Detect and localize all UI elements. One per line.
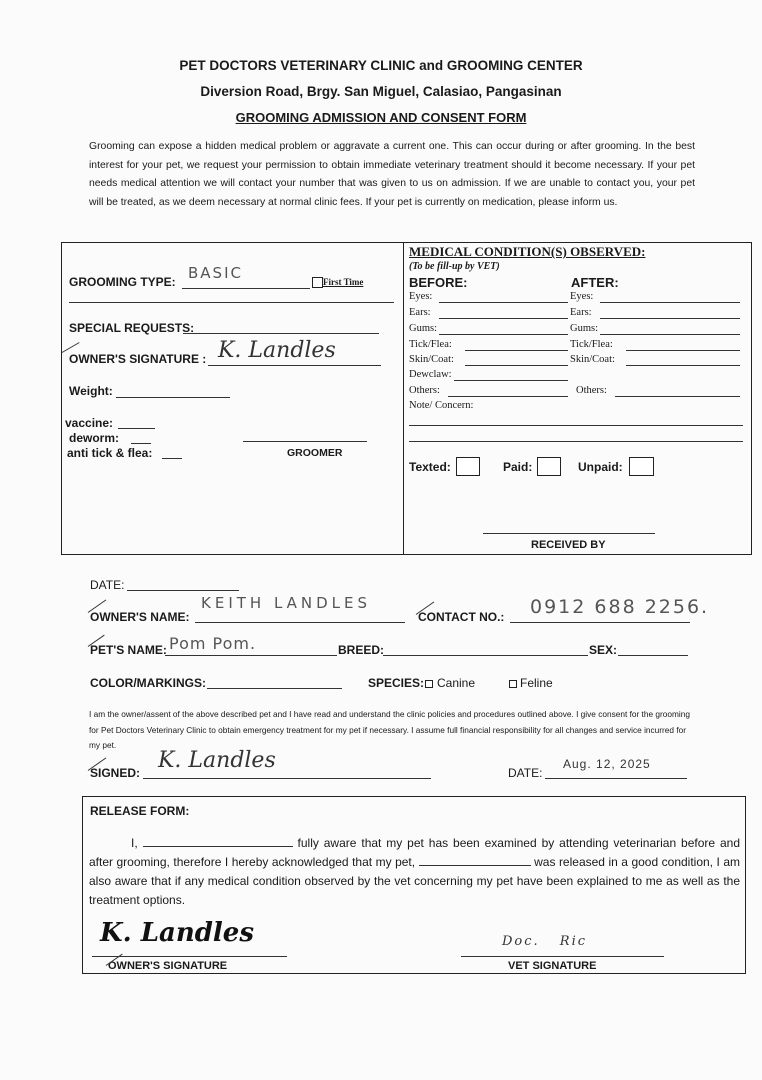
color-label: COLOR/MARKINGS: — [90, 676, 206, 690]
release-title: RELEASE FORM: — [90, 804, 190, 818]
grooming-type-value: BASIC — [188, 264, 243, 282]
release-paragraph — [89, 834, 740, 910]
after-item-line[interactable] — [626, 350, 740, 351]
before-item-label: Ears: — [409, 307, 431, 318]
consent-date-label: DATE: — [508, 766, 543, 780]
after-item-label: Tick/Flea: — [570, 339, 613, 350]
unpaid-label: Unpaid: — [578, 460, 623, 474]
grooming-type-line[interactable] — [182, 288, 310, 289]
sex-label: SEX: — [589, 643, 618, 657]
after-item-label: Skin/Coat: — [570, 354, 615, 365]
sex-line[interactable] — [618, 655, 688, 656]
signed-line[interactable] — [143, 778, 431, 779]
after-item-line[interactable] — [626, 365, 740, 366]
after-item-label: Others: — [576, 385, 607, 396]
medical-subtitle: (To be fill-up by VET) — [409, 261, 500, 272]
vet-sig-label: VET SIGNATURE — [508, 960, 597, 972]
owner-signature-value: K. Landles — [218, 338, 336, 363]
color-line[interactable] — [207, 688, 342, 689]
owner-name-value: KEITH LANDLES — [201, 594, 372, 612]
groomer-line[interactable] — [243, 441, 367, 442]
release-text-2: was released in a good condition, I am also aware that if any medical condition observed by the vet concerning my pet have been explained to me as well as the treatment options. — [89, 855, 740, 907]
signed-value: K. Landles — [158, 748, 276, 773]
note-label: Note/ Concern: — [409, 400, 474, 411]
consent-date-line[interactable] — [545, 778, 687, 779]
feline-checkbox[interactable] — [509, 680, 517, 688]
after-item-line[interactable] — [600, 302, 740, 303]
contact-line[interactable] — [510, 622, 690, 623]
first-time-checkbox[interactable] — [312, 277, 323, 288]
date-label: DATE: — [90, 578, 125, 592]
special-requests-label: SPECIAL REQUESTS: — [69, 321, 195, 335]
vaccine-label: vaccine: — [65, 416, 114, 430]
before-item-line[interactable] — [439, 318, 568, 319]
vaccine-line[interactable] — [118, 428, 155, 429]
species-label: SPECIES: — [368, 676, 425, 690]
contact-label: CONTACT NO.: — [418, 610, 505, 624]
groomer-label: GROOMER — [287, 447, 343, 459]
canine-label: Canine — [437, 676, 476, 690]
consent-paragraph: I am the owner/assent of the above described pet and I have read and understand the clinic policies and procedures outlined above. I give consent for the grooming for Pet Doctors Veterinary Clinic to obtain emergency treatment for my pet if necessary. I assume full financial responsibility for all changes and service incurred for my pet. — [89, 709, 690, 750]
clinic-name: PET DOCTORS VETERINARY CLINIC and GROOMING CENTER — [179, 58, 583, 73]
vet-sig-value: Doc. Ric — [502, 934, 588, 949]
after-item-line[interactable] — [600, 334, 740, 335]
texted-checkbox[interactable] — [456, 457, 480, 476]
intro-paragraph: Grooming can expose a hidden medical problem or aggravate a current one. This can occur during or after grooming. In the best interest for your pet, we request your permission to obtain immediate veterinary treatment should it become necessary. If your pet needs medical attention we will contact your number that was given to us on admission. If we are unable to contact you, your pet will be treated, as we deem necessary at normal clinic fees. If your pet is currently on medication, please inform us. — [89, 141, 695, 208]
owner-name-label: OWNER'S NAME: — [90, 610, 190, 624]
paid-label: Paid: — [503, 460, 533, 474]
date-line[interactable] — [127, 590, 239, 591]
contact-value: 0912 688 2256. — [530, 596, 710, 618]
pet-name-line[interactable] — [165, 655, 337, 656]
release-owner-sig-label: OWNER'S SIGNATURE — [108, 960, 228, 972]
paid-checkbox[interactable] — [537, 457, 561, 476]
owner-name-line[interactable] — [195, 622, 405, 623]
texted-label: Texted: — [409, 460, 451, 474]
pet-name-value: Pom Pom. — [169, 634, 257, 653]
box-divider — [403, 242, 404, 555]
after-item-label: Gums: — [570, 323, 599, 334]
after-label: AFTER: — [571, 275, 619, 290]
clinic-address: Diversion Road, Brgy. San Miguel, Calasiao, Pangasinan — [200, 84, 562, 99]
before-item-label: Gums: — [409, 323, 438, 334]
release-text-1: fully aware that my pet has been examined by attending veterinarian before and after grooming, therefore I hereby acknowledged that my pet, — [89, 836, 740, 869]
grooming-type-label: GROOMING TYPE: — [69, 275, 176, 289]
first-time-label: First Time — [323, 277, 364, 287]
before-item-line[interactable] — [448, 396, 568, 397]
received-by-label: RECEIVED BY — [531, 539, 606, 551]
before-item-label: Skin/Coat: — [409, 354, 454, 365]
grooming-extra-line — [69, 302, 394, 303]
owner-signature-label: OWNER'S SIGNATURE : — [69, 352, 207, 366]
before-item-line[interactable] — [454, 380, 568, 381]
before-item-line[interactable] — [439, 334, 568, 335]
weight-label: Weight: — [69, 384, 113, 398]
release-owner-sig-line[interactable] — [92, 956, 287, 957]
antitick-line[interactable] — [162, 458, 182, 459]
before-item-line[interactable] — [465, 350, 568, 351]
consent-date-value: Aug. 12, 2025 — [563, 757, 651, 771]
after-item-line[interactable] — [600, 318, 740, 319]
note-line-1[interactable] — [409, 425, 743, 426]
owner-signature-line[interactable] — [208, 365, 381, 366]
medical-title: MEDICAL CONDITION(S) OBSERVED: — [409, 244, 646, 259]
before-item-label: Dewclaw: — [409, 369, 452, 380]
received-by-line[interactable] — [483, 533, 655, 534]
canine-checkbox[interactable] — [425, 680, 433, 688]
before-item-label: Others: — [409, 385, 440, 396]
release-pet-blank[interactable] — [419, 853, 531, 866]
unpaid-checkbox[interactable] — [629, 457, 654, 476]
after-item-label: Ears: — [570, 307, 592, 318]
deworm-label: deworm: — [69, 431, 120, 445]
form-title: GROOMING ADMISSION AND CONSENT FORM — [235, 110, 527, 125]
weight-line[interactable] — [116, 397, 230, 398]
special-requests-line[interactable] — [183, 333, 379, 334]
deworm-line[interactable] — [131, 443, 151, 444]
release-name-blank[interactable] — [143, 834, 293, 847]
breed-label: BREED: — [338, 643, 385, 657]
note-line-2[interactable] — [409, 441, 743, 442]
antitick-label: anti tick & flea: — [67, 446, 153, 460]
before-label: BEFORE: — [409, 275, 468, 290]
before-item-label: Eyes: — [409, 291, 433, 302]
release-owner-sig-value: K. Landles — [100, 918, 254, 948]
before-item-line[interactable] — [465, 365, 568, 366]
pet-name-label: PET'S NAME: — [90, 643, 167, 657]
signed-label: SIGNED: — [90, 766, 141, 780]
breed-line[interactable] — [383, 655, 588, 656]
before-item-label: Tick/Flea: — [409, 339, 452, 350]
release-i: I, — [131, 836, 138, 850]
after-item-line[interactable] — [615, 396, 740, 397]
feline-label: Feline — [520, 676, 553, 690]
before-item-line[interactable] — [439, 302, 568, 303]
after-item-label: Eyes: — [570, 291, 594, 302]
vet-sig-line[interactable] — [461, 956, 664, 957]
